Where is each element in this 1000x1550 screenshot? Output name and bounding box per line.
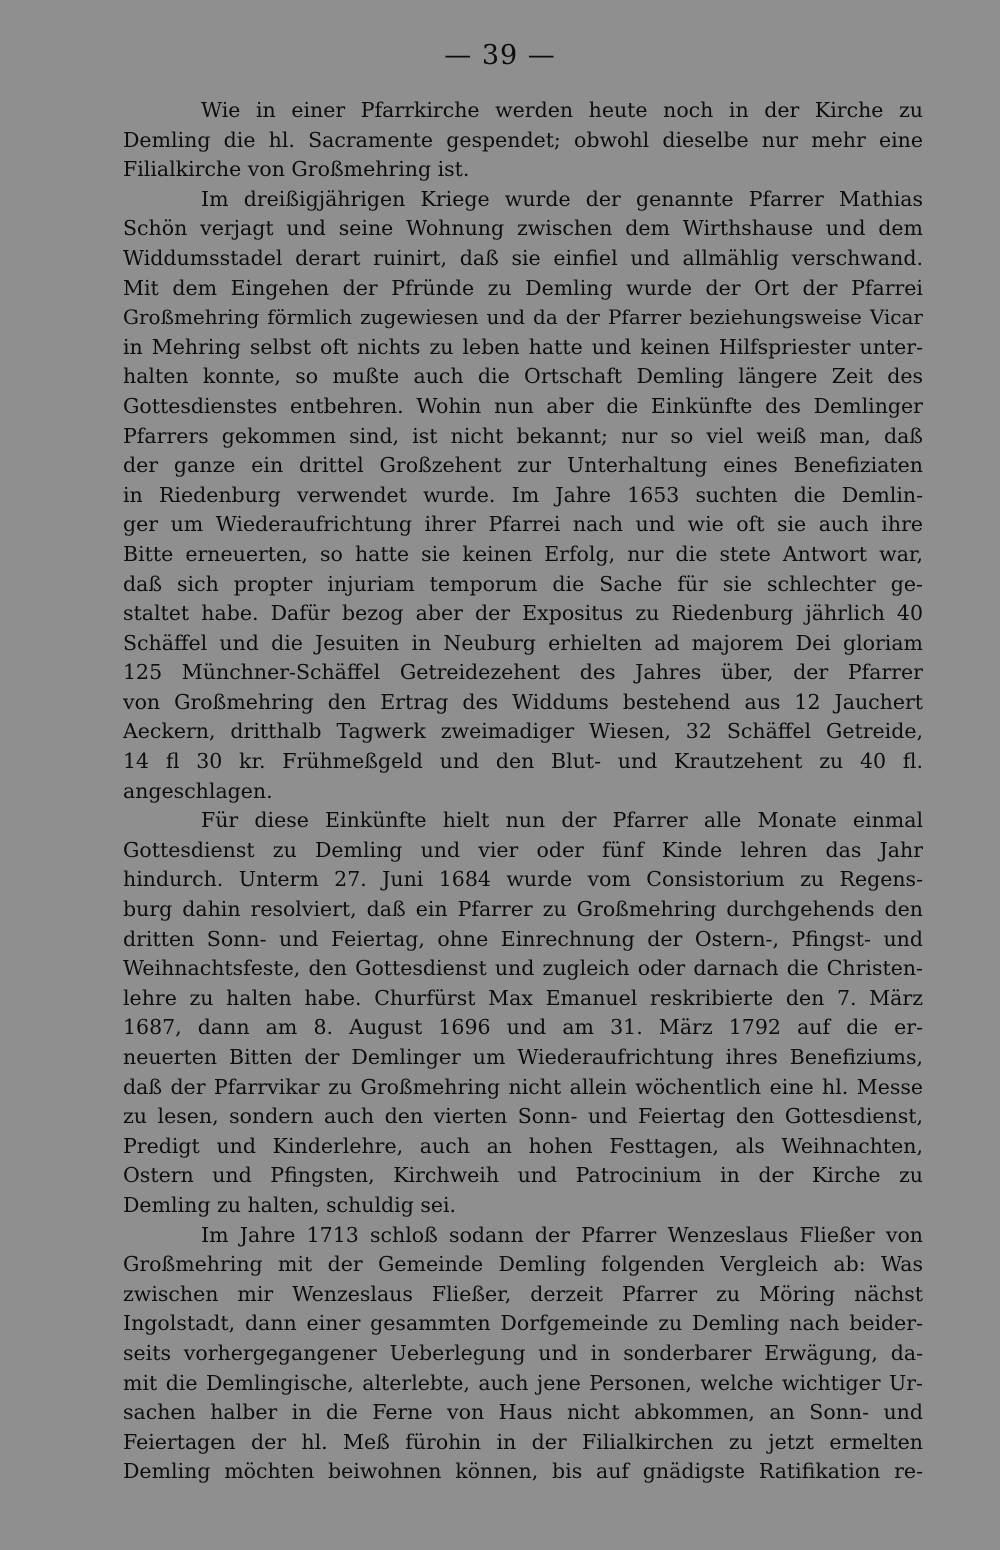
text-line: ger um Wiederaufrichtung ihrer Pfarrei nach und wie oft sie auch ihre [123, 512, 923, 537]
text-line: neuerten Bitten der Demlinger um Wiederaufrichtung ihres Benefiziums, [123, 1045, 923, 1069]
text-line: angeschlagen. [123, 778, 273, 803]
text-line: Ostern und Pfingsten, Kirchweih und Patrocinium in der Kirche zu [123, 1163, 923, 1188]
text-line: daß der Pfarrvikar zu Großmehring nicht allein wöchentlich eine hl. Messe [123, 1074, 923, 1099]
text-line: Großmehring förmlich zugewiesen und da der Pfarrer beziehungsweise Vicar [123, 305, 923, 330]
text-line: sachen halber in die Ferne von Haus nicht abkommen, an Sonn- und [123, 1400, 923, 1425]
text-line: Gottesdienst zu Demling und vier oder fünf Kinde lehren das Jahr [123, 837, 923, 862]
text-line: mit die Demlingische, alterlebte, auch jene Personen, welche wichtiger Ur- [123, 1370, 923, 1395]
text-line: lehre zu halten habe. Churfürst Max Emanuel reskribierte den 7. März [123, 985, 923, 1010]
text-line: zu lesen, sondern auch den vierten Sonn- und Feiertag den Gottesdienst, [123, 1104, 923, 1129]
text-line: zwischen mir Wenzeslaus Fließer, derzeit Pfarrer zu Möring nächst [123, 1281, 923, 1306]
text-line: dritten Sonn- und Feiertag, ohne Einrechnung der Ostern-, Pfingst- und [123, 926, 923, 951]
text-line: Im dreißigjährigen Kriege wurde der genannte Pfarrer Mathias [201, 186, 923, 211]
text-line: Ingolstadt, dann einer gesammten Dorfgemeinde zu Demling nach beider- [123, 1311, 923, 1336]
text-line: Demling die hl. Sacramente gespendet; obwohl dieselbe nur mehr eine [123, 127, 923, 152]
text-line: von Großmehring den Ertrag des Widdums bestehend aus 12 Jauchert [123, 689, 923, 714]
text-line: Im Jahre 1713 schloß sodann der Pfarrer Wenzeslaus Fließer von [201, 1222, 923, 1247]
text-line: burg dahin resolviert, daß ein Pfarrer zu Großmehring durchgehends den [123, 897, 923, 922]
text-line: 1687, dann am 8. August 1696 und am 31. März 1792 auf die er- [123, 1015, 923, 1040]
text-line: Gottesdienstes entbehren. Wohin nun aber die Einkünfte des Demlinger [123, 393, 923, 418]
text-line: Filialkirche von Großmehring ist. [123, 157, 470, 182]
text-line: Wie in einer Pfarrkirche werden heute noch in der Kirche zu [201, 98, 923, 122]
text-line: der ganze ein drittel Großzehent zur Unterhaltung eines Benefiziaten [123, 453, 923, 478]
body-text [123, 96, 923, 1487]
page-number: — 39 — [444, 40, 556, 71]
text-line: Großmehring mit der Gemeinde Demling folgenden Vergleich ab: Was [123, 1252, 923, 1277]
text-line: daß sich propter injuriam temporum die Sache für sie schlechter ge- [123, 571, 923, 596]
text-line: staltet habe. Dafür bezog aber der Expositus zu Riedenburg jährlich 40 [123, 601, 923, 626]
text-line: Pfarrers gekommen sind, ist nicht bekannt; nur so viel weiß man, daß [123, 423, 923, 448]
text-line: Widdumsstadel derart ruinirt, daß sie einfiel und allmählig verschwand. [123, 245, 923, 270]
text-line: Mit dem Eingehen der Pfründe zu Demling wurde der Ort der Pfarrei [123, 275, 923, 300]
text-line: Für diese Einkünfte hielt nun der Pfarrer alle Monate einmal [201, 808, 923, 833]
text-line: Bitte erneuerten, so hatte sie keinen Erfolg, nur die stete Antwort war, [123, 541, 923, 566]
text-line: Schäffel und die Jesuiten in Neuburg erhielten ad majorem Dei gloriam [123, 630, 923, 655]
text-line: Weihnachtsfeste, den Gottesdienst und zugleich oder darnach die Christen- [123, 956, 923, 981]
text-line: hindurch. Unterm 27. Juni 1684 wurde vom Consistorium zu Regens- [123, 867, 923, 892]
text-line: Aeckern, dritthalb Tagwerk zweimadiger Wiesen, 32 Schäffel Getreide, [123, 719, 923, 744]
text-line: seits vorhergegangener Ueberlegung und in sonderbarer Erwägung, da- [123, 1340, 923, 1365]
text-line: Schön verjagt und seine Wohnung zwischen dem Wirthshause und dem [123, 216, 923, 241]
text-line: Feiertagen der hl. Meß fürohin in der Filialkirchen zu jetzt ermelten [123, 1429, 923, 1454]
text-line: halten konnte, so mußte auch die Ortschaft Demling längere Zeit des [123, 364, 923, 389]
text-line: in Mehring selbst oft nichts zu leben hatte und keinen Hilfspriester unter- [123, 334, 923, 359]
text-line: in Riedenburg verwendet wurde. Im Jahre 1653 suchten die Demlin- [123, 482, 923, 507]
text-line: Demling zu halten, schuldig sei. [123, 1192, 457, 1217]
text-line: 14 fl 30 kr. Frühmeßgeld und den Blut- und Krautzehent zu 40 fl. [123, 749, 923, 774]
text-line: Demling möchten beiwohnen können, bis auf gnädigste Ratifikation re- [123, 1459, 923, 1484]
text-line: Predigt und Kinderlehre, auch an hohen Festtagen, als Weihnachten, [123, 1133, 923, 1158]
text-line: 125 Münchner-Schäffel Getreidezehent des Jahres über, der Pfarrer [123, 660, 923, 685]
